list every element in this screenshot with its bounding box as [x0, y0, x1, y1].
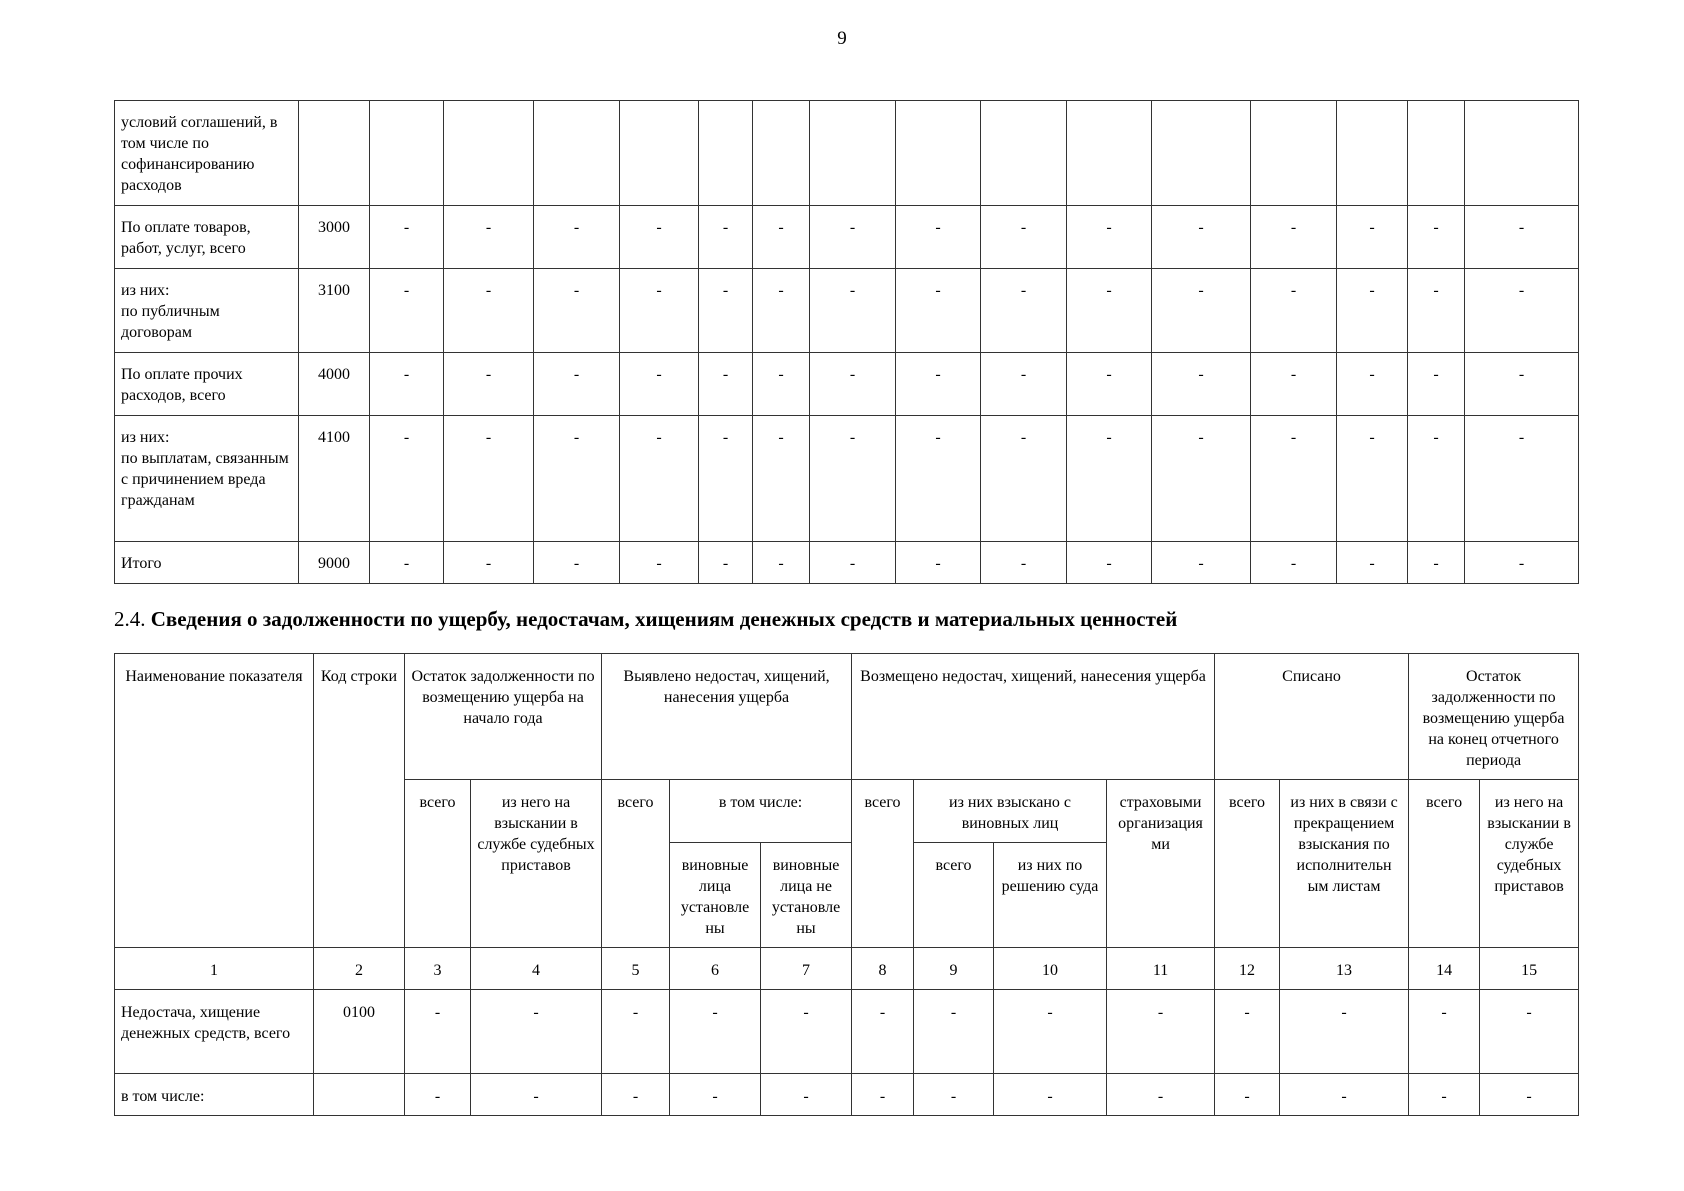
row-name: По оплате товаров, работ, услуг, всего: [115, 206, 299, 269]
row-value: -: [896, 269, 981, 353]
row-value: -: [896, 416, 981, 542]
row-value: -: [1337, 542, 1408, 584]
row-code: 9000: [299, 542, 370, 584]
column-number: 5: [602, 948, 670, 990]
row-value: -: [620, 353, 699, 416]
row-value: -: [896, 353, 981, 416]
row-value: -: [1067, 416, 1152, 542]
row-value: -: [1215, 1074, 1280, 1116]
row-value: -: [534, 353, 620, 416]
table-continuation: [114, 100, 1579, 584]
row-value: -: [1107, 1074, 1215, 1116]
row-value: -: [1337, 416, 1408, 542]
header-culprits-unknown: виновные лица не установле ны: [761, 843, 852, 948]
row-value: -: [1152, 269, 1251, 353]
table-row: [115, 206, 1579, 269]
row-value: -: [405, 990, 471, 1074]
row-value: -: [1409, 1074, 1480, 1116]
row-value: -: [1152, 416, 1251, 542]
row-value: -: [699, 206, 753, 269]
header-code: Код строки: [314, 654, 405, 948]
table-row: [115, 101, 1579, 206]
row-value: [699, 101, 753, 206]
row-value: [1251, 101, 1337, 206]
row-value: [1067, 101, 1152, 206]
row-value: -: [1251, 206, 1337, 269]
header-by-court: из них по решению суда: [994, 843, 1107, 948]
row-value: -: [370, 353, 444, 416]
row-value: -: [753, 542, 810, 584]
row-value: -: [1480, 990, 1579, 1074]
header-end-balance: Остаток задолженности по возмещению ущерба на конец отчетного периода: [1409, 654, 1579, 780]
column-number: 13: [1280, 948, 1409, 990]
row-value: -: [444, 206, 534, 269]
header-insurance: страховыми организация ми: [1107, 780, 1215, 948]
row-value: -: [1152, 206, 1251, 269]
row-value: -: [981, 542, 1067, 584]
row-value: -: [1337, 206, 1408, 269]
row-value: -: [753, 206, 810, 269]
row-value: -: [810, 416, 896, 542]
header-compensated-total: всего: [852, 780, 914, 948]
column-number: 9: [914, 948, 994, 990]
row-value: -: [534, 269, 620, 353]
row-value: -: [670, 1074, 761, 1116]
header-start-total: всего: [405, 780, 471, 948]
table-row: [115, 269, 1579, 353]
row-name: из них: по публичным договорам: [115, 269, 299, 353]
row-value: -: [620, 269, 699, 353]
column-number: 10: [994, 948, 1107, 990]
row-value: -: [810, 269, 896, 353]
row-value: [1152, 101, 1251, 206]
row-value: [810, 101, 896, 206]
row-name: Недостача, хищение денежных средств, всего: [115, 990, 314, 1074]
row-value: -: [1337, 353, 1408, 416]
row-value: -: [602, 990, 670, 1074]
row-value: -: [1408, 416, 1465, 542]
row-code: 3100: [299, 269, 370, 353]
row-code: 0100: [314, 990, 405, 1074]
row-value: -: [1465, 542, 1579, 584]
row-value: -: [1152, 542, 1251, 584]
row-value: [753, 101, 810, 206]
row-value: -: [699, 542, 753, 584]
row-value: -: [981, 353, 1067, 416]
header-written-total: всего: [1215, 780, 1280, 948]
header-termination: из них в связи с прекращением взыскания по исполнительн ым листам: [1280, 780, 1409, 948]
row-value: -: [471, 1074, 602, 1116]
row-value: -: [1465, 206, 1579, 269]
row-value: -: [1251, 353, 1337, 416]
header-name: Наименование показателя: [115, 654, 314, 948]
row-value: -: [620, 416, 699, 542]
row-value: -: [810, 206, 896, 269]
row-code: 3000: [299, 206, 370, 269]
row-value: [370, 101, 444, 206]
row-name: условий соглашений, в том числе по софинансированию расходов: [115, 101, 299, 206]
section-title: [114, 607, 1177, 632]
header-end-total: всего: [1409, 780, 1480, 948]
column-number: 12: [1215, 948, 1280, 990]
row-value: -: [699, 353, 753, 416]
row-value: -: [753, 416, 810, 542]
row-value: -: [620, 542, 699, 584]
row-value: -: [1480, 1074, 1579, 1116]
row-value: [981, 101, 1067, 206]
row-value: -: [994, 990, 1107, 1074]
row-value: [444, 101, 534, 206]
row-value: -: [810, 353, 896, 416]
row-value: -: [1465, 416, 1579, 542]
row-value: -: [444, 416, 534, 542]
row-name: По оплате прочих расходов, всего: [115, 353, 299, 416]
row-value: -: [444, 542, 534, 584]
row-value: -: [699, 269, 753, 353]
row-value: -: [753, 353, 810, 416]
row-value: [534, 101, 620, 206]
section-heading: Сведения о задолженности по ущербу, недостачам, хищениям денежных средств и материальных ценностей: [150, 607, 1178, 631]
section-number: 2.4.: [114, 607, 146, 631]
row-value: -: [534, 542, 620, 584]
column-numbers-row: [115, 948, 1579, 990]
row-value: -: [444, 269, 534, 353]
column-number: 1: [115, 948, 314, 990]
row-value: -: [444, 353, 534, 416]
row-name: из них: по выплатам, связанным с причинением вреда гражданам: [115, 416, 299, 542]
row-value: -: [761, 1074, 852, 1116]
row-value: -: [1251, 542, 1337, 584]
header-recovered-total: всего: [914, 843, 994, 948]
row-value: -: [981, 206, 1067, 269]
header-compensated: Возмещено недостач, хищений, нанесения ущерба: [852, 654, 1215, 780]
column-number: 6: [670, 948, 761, 990]
header-recovered-culprits: из них взыскано с виновных лиц: [914, 780, 1107, 843]
row-value: -: [914, 1074, 994, 1116]
table-row: [115, 416, 1579, 542]
row-value: -: [1215, 990, 1280, 1074]
row-name: в том числе:: [115, 1074, 314, 1116]
row-value: -: [914, 990, 994, 1074]
row-value: -: [534, 416, 620, 542]
row-value: [620, 101, 699, 206]
row-value: -: [1465, 353, 1579, 416]
row-value: -: [981, 269, 1067, 353]
row-value: -: [1067, 269, 1152, 353]
row-value: -: [1408, 353, 1465, 416]
header-written-off: Списано: [1215, 654, 1409, 780]
row-value: -: [534, 206, 620, 269]
row-value: -: [370, 206, 444, 269]
row-value: -: [761, 990, 852, 1074]
row-value: -: [370, 542, 444, 584]
row-value: -: [471, 990, 602, 1074]
row-value: [896, 101, 981, 206]
column-number: 4: [471, 948, 602, 990]
row-value: -: [1251, 416, 1337, 542]
row-name: Итого: [115, 542, 299, 584]
row-value: -: [370, 416, 444, 542]
row-value: -: [852, 990, 914, 1074]
header-start-balance: Остаток задолженности по возмещению ущерба на начало года: [405, 654, 602, 780]
row-value: -: [1067, 353, 1152, 416]
column-number: 2: [314, 948, 405, 990]
row-value: -: [994, 1074, 1107, 1116]
row-code: [299, 101, 370, 206]
debt-table: [114, 653, 1579, 1116]
header-found-total: всего: [602, 780, 670, 948]
column-number: 8: [852, 948, 914, 990]
header-found-including: в том числе:: [670, 780, 852, 843]
header-end-bailiffs: из него на взыскании в службе судебных приставов: [1480, 780, 1579, 948]
row-value: -: [405, 1074, 471, 1116]
row-value: [1337, 101, 1408, 206]
table-row: [115, 990, 1579, 1074]
row-value: -: [1337, 269, 1408, 353]
page-number: 9: [837, 28, 847, 49]
table-row: [115, 542, 1579, 584]
row-value: -: [896, 542, 981, 584]
row-value: -: [1408, 269, 1465, 353]
row-value: -: [620, 206, 699, 269]
row-value: -: [1067, 542, 1152, 584]
row-value: -: [1067, 206, 1152, 269]
row-code: 4100: [299, 416, 370, 542]
row-value: [1465, 101, 1579, 206]
row-value: -: [1409, 990, 1480, 1074]
row-code: [314, 1074, 405, 1116]
table-row: [115, 353, 1579, 416]
row-code: 4000: [299, 353, 370, 416]
header-start-bailiffs: из него на взыскании в службе судебных приставов: [471, 780, 602, 948]
row-value: -: [370, 269, 444, 353]
row-value: -: [981, 416, 1067, 542]
row-value: -: [1408, 542, 1465, 584]
row-value: -: [670, 990, 761, 1074]
row-value: -: [753, 269, 810, 353]
row-value: -: [602, 1074, 670, 1116]
column-number: 3: [405, 948, 471, 990]
row-value: -: [1465, 269, 1579, 353]
row-value: -: [1408, 206, 1465, 269]
row-value: -: [1280, 1074, 1409, 1116]
row-value: -: [852, 1074, 914, 1116]
header-culprits-known: виновные лица установле ны: [670, 843, 761, 948]
row-value: [1408, 101, 1465, 206]
table-row: [115, 1074, 1579, 1116]
row-value: -: [1107, 990, 1215, 1074]
column-number: 14: [1409, 948, 1480, 990]
row-value: -: [1152, 353, 1251, 416]
row-value: -: [699, 416, 753, 542]
row-value: -: [1280, 990, 1409, 1074]
column-number: 15: [1480, 948, 1579, 990]
column-number: 11: [1107, 948, 1215, 990]
row-value: -: [896, 206, 981, 269]
column-number: 7: [761, 948, 852, 990]
row-value: -: [1251, 269, 1337, 353]
row-value: -: [810, 542, 896, 584]
header-found: Выявлено недостач, хищений, нанесения ущерба: [602, 654, 852, 780]
